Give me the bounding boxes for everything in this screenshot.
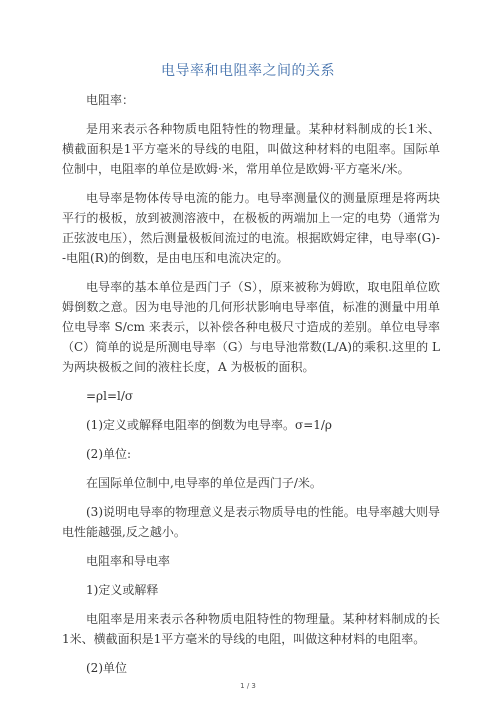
page-number: 1 / 3 — [240, 682, 256, 690]
paragraph-conductivity-principle: 电导率是物体传导电流的能力。电导率测量仪的测量原理是将两块平行的极板，放到被测溶液中，在极板的两端加上一定的电势（通常为正弦波电压），然后测量极板间流过的电流。根据欧姆定律，电导率(G)--电阻(R)的倒数，是由电压和电流决定的。 — [62, 191, 440, 265]
paragraph-definition-1: (1)定义或解释电阻率的倒数为电导率。σ=1/ρ — [86, 418, 332, 432]
paragraph-unit-text: 在国际单位制中,电导率的单位是西门子/米。 — [86, 476, 322, 490]
paragraph-resistivity-heading: 电阻率： — [86, 93, 135, 107]
paragraph-physical-meaning: (3)说明电导率的物理意义是表示物质导电的性能。电导率越大则导电性能越强,反之越小。 — [62, 505, 440, 539]
paragraph-conductivity-unit: 电导率的基本单位是西门子（S），原来被称为姆欧，取电阻单位欧姆倒数之意。因为电导池的几何形状影响电导率值，标准的测量中用单位电导率 S/cm 来表示，以补偿各种电极尺寸造成的差别。单位电导率（C）简单的说是所测电导率（G）与电导池常数(L/A)的乘积.这里的 L 为两块极板之间的液柱长度，A 为极板的面积。 — [62, 280, 440, 374]
paragraph-resistivity-definition: 是用来表示各种物质电阻特性的物理量。某种材料制成的长1米、横截面积是1平方毫米的导线的电阻，叫做这种材料的电阻率。国际单位制中，电阻率的单位是欧姆·米，常用单位是欧姆·平方毫米/米。 — [62, 122, 440, 176]
document-title: 电导率和电阻率之间的关系 — [161, 63, 335, 79]
paragraph-section-heading: 电阻率和导电率 — [86, 554, 171, 568]
paragraph-formula: =ρl=l/σ — [86, 389, 134, 403]
paragraph-unit-heading: (2)单位: — [86, 447, 132, 461]
paragraph-resistivity-definition-2: 电阻率是用来表示各种物质电阻特性的物理量。某种材料制成的长1米、横截面积是1平方毫米的导线的电阻，叫做这种材料的电阻率。 — [62, 612, 440, 646]
paragraph-definition-heading: 1)定义或解释 — [86, 583, 159, 597]
document-body — [62, 90, 440, 687]
paragraph-unit-heading-2: (2)单位 — [86, 661, 127, 675]
